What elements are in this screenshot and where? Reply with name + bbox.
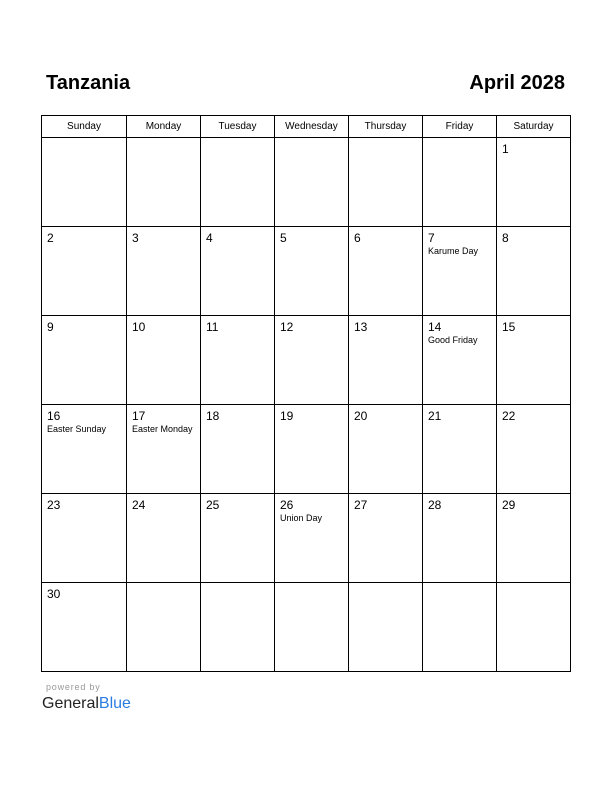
weekday-wednesday: Wednesday [275, 116, 349, 138]
day-number: 10 [132, 320, 146, 334]
day-number: 20 [354, 409, 368, 423]
day-number: 5 [280, 231, 287, 245]
day-cell[interactable] [497, 494, 571, 583]
day-cell[interactable] [275, 405, 349, 494]
day-number: 29 [502, 498, 516, 512]
week-row [42, 138, 571, 227]
day-number: 4 [206, 231, 213, 245]
day-cell[interactable] [349, 405, 423, 494]
day-cell[interactable] [127, 494, 201, 583]
weekday-monday: Monday [127, 116, 201, 138]
day-cell[interactable] [127, 405, 201, 494]
calendar-title-month: April 2028 [469, 72, 565, 94]
day-number: 13 [354, 320, 368, 334]
weekday-saturday: Saturday [497, 116, 571, 138]
calendar-title-country: Tanzania [46, 72, 131, 94]
week-row [42, 227, 571, 316]
day-cell[interactable] [127, 583, 201, 672]
weekday-thursday: Thursday [349, 116, 423, 138]
day-number: 27 [354, 498, 368, 512]
day-cell[interactable] [201, 405, 275, 494]
day-cell[interactable] [42, 494, 127, 583]
generalblue-logo[interactable] [42, 694, 131, 714]
day-number: 12 [280, 320, 294, 334]
week-row [42, 405, 571, 494]
day-cell[interactable] [275, 583, 349, 672]
day-cell[interactable] [201, 494, 275, 583]
day-cell[interactable] [275, 227, 349, 316]
day-number: 16 [47, 409, 61, 423]
day-number: 7 [428, 231, 435, 245]
day-number: 6 [354, 231, 361, 245]
powered-by-text: powered by [46, 682, 101, 692]
day-cell[interactable] [497, 316, 571, 405]
logo-blue: Blue [98, 695, 131, 712]
day-number: 23 [47, 498, 61, 512]
week-row [42, 583, 571, 672]
day-cell[interactable] [275, 138, 349, 227]
day-number: 2 [47, 231, 54, 245]
day-cell[interactable] [497, 583, 571, 672]
day-cell[interactable] [349, 494, 423, 583]
day-number: 18 [206, 409, 220, 423]
day-cell[interactable] [42, 227, 127, 316]
day-cell[interactable] [201, 227, 275, 316]
day-cell[interactable] [349, 316, 423, 405]
day-cell[interactable] [201, 316, 275, 405]
holiday-label: Easter Sunday [47, 424, 107, 434]
day-cell[interactable] [423, 316, 497, 405]
day-cell[interactable] [42, 405, 127, 494]
day-cell[interactable] [275, 316, 349, 405]
week-row [42, 316, 571, 405]
day-cell[interactable] [497, 138, 571, 227]
holiday-label: Karume Day [428, 246, 479, 256]
day-cell[interactable] [42, 316, 127, 405]
day-cell[interactable] [201, 138, 275, 227]
day-cell[interactable] [349, 583, 423, 672]
holiday-label: Good Friday [428, 335, 478, 345]
day-cell[interactable] [275, 494, 349, 583]
day-number: 11 [206, 320, 219, 334]
day-cell[interactable] [42, 138, 127, 227]
day-cell[interactable] [127, 316, 201, 405]
day-cell[interactable] [423, 583, 497, 672]
day-cell[interactable] [423, 138, 497, 227]
day-number: 9 [47, 320, 54, 334]
day-cell[interactable] [42, 583, 127, 672]
day-number: 24 [132, 498, 146, 512]
day-number: 8 [502, 231, 509, 245]
calendar-grid [41, 115, 571, 672]
day-number: 21 [428, 409, 442, 423]
day-cell[interactable] [201, 583, 275, 672]
weekday-header-row [42, 116, 571, 138]
day-number: 30 [47, 587, 61, 601]
day-number: 28 [428, 498, 442, 512]
day-number: 17 [132, 409, 146, 423]
day-number: 19 [280, 409, 294, 423]
day-number: 3 [132, 231, 139, 245]
logo-general: General [42, 695, 99, 712]
weekday-tuesday: Tuesday [201, 116, 275, 138]
day-number: 15 [502, 320, 516, 334]
day-cell[interactable] [349, 138, 423, 227]
day-cell[interactable] [349, 227, 423, 316]
day-number: 14 [428, 320, 442, 334]
day-cell[interactable] [423, 494, 497, 583]
day-cell[interactable] [497, 405, 571, 494]
day-cell[interactable] [127, 138, 201, 227]
day-number: 22 [502, 409, 516, 423]
day-cell[interactable] [423, 227, 497, 316]
holiday-label: Union Day [280, 513, 323, 523]
day-number: 26 [280, 498, 294, 512]
day-number: 25 [206, 498, 220, 512]
weekday-sunday: Sunday [42, 116, 127, 138]
day-cell[interactable] [127, 227, 201, 316]
day-number: 1 [502, 142, 509, 156]
weekday-friday: Friday [423, 116, 497, 138]
holiday-label: Easter Monday [132, 424, 193, 434]
day-cell[interactable] [497, 227, 571, 316]
day-cell[interactable] [423, 405, 497, 494]
week-row [42, 494, 571, 583]
